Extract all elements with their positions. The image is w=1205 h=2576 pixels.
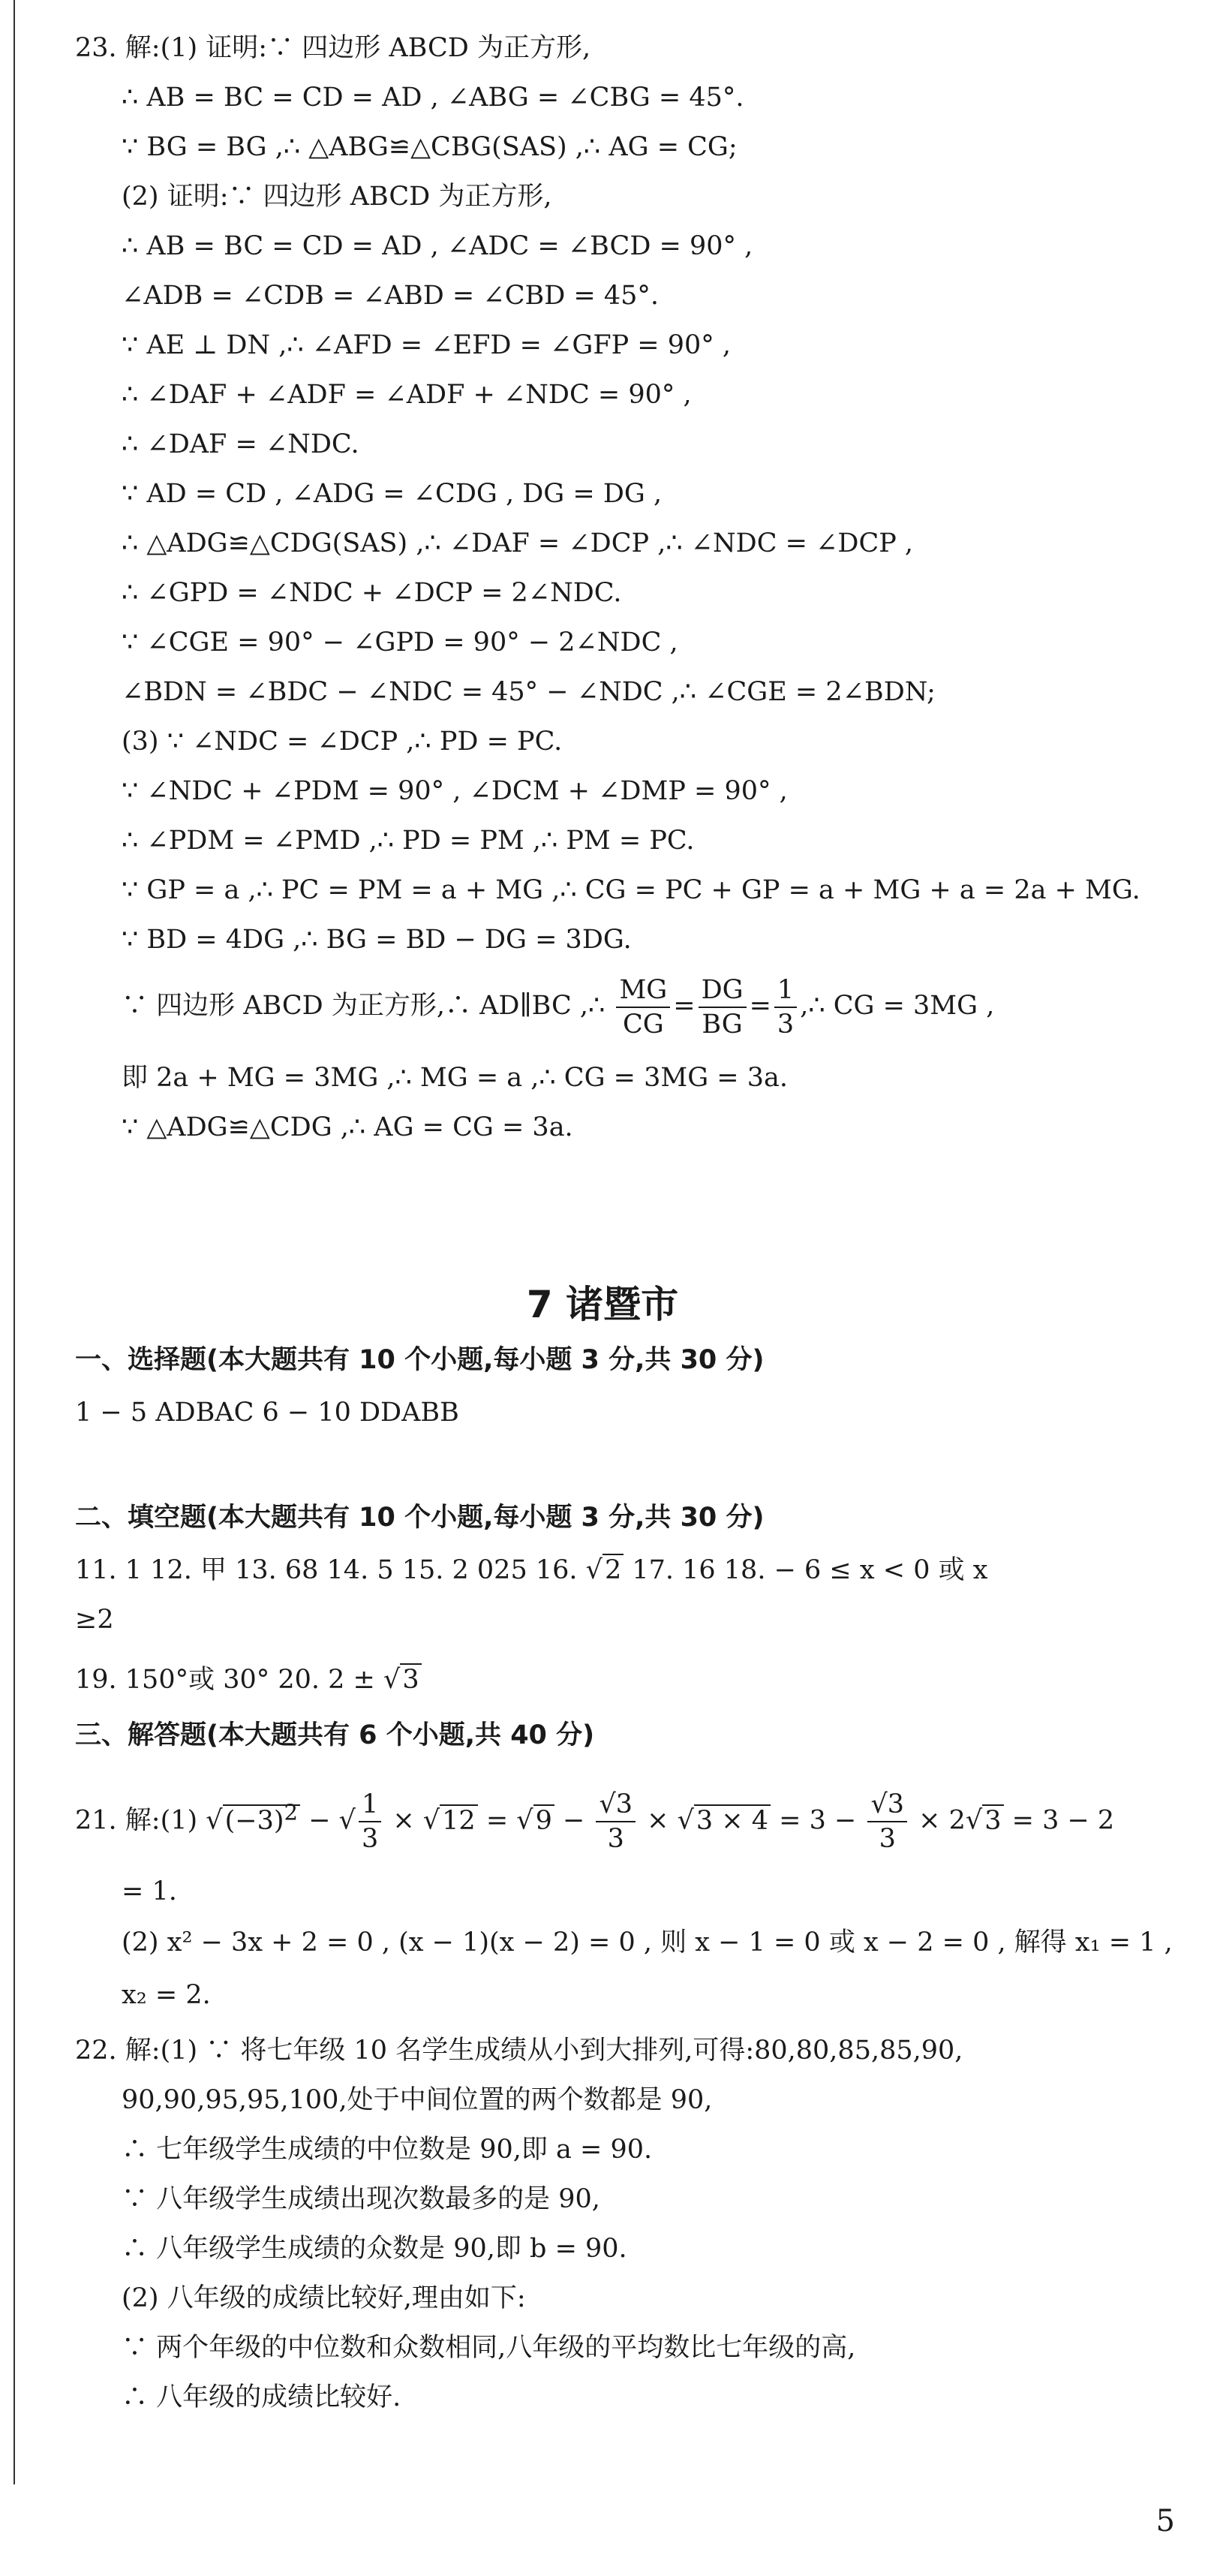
frac-line-prefix: ∵ 四边形 ABCD 为正方形,∴ AD∥BC ,∴ [122, 991, 606, 1021]
sqrt-radicand: 3 × 4 [694, 1804, 771, 1836]
part2-line1-a: 11. 1 12. 甲 13. 68 14. 5 15. 2 025 16. [75, 1555, 586, 1585]
denominator: BG [702, 1009, 743, 1040]
sqrt-radicand: 12 [440, 1804, 478, 1836]
op: = 3 − [771, 1805, 865, 1836]
q21-line-4: x₂ = 2. [122, 1980, 211, 2010]
sqrt-radicand: 3 [982, 1804, 1003, 1836]
sol23-end-line-0: 即 2a + MG = 3MG ,∴ MG = a ,∴ CG = 3MG = 3a. [122, 1063, 789, 1093]
q22-line-1: 90,90,95,95,100,处于中间位置的两个数都是 90, [122, 2085, 713, 2115]
q22-line-4: ∴ 八年级学生成绩的众数是 90,即 b = 90. [122, 2234, 627, 2264]
sol23-line-10: ∴ △ADG≌△CDG(SAS) ,∴ ∠DAF = ∠DCP ,∴ ∠NDC = ∠DCP , [122, 528, 914, 558]
denominator: 3 [361, 1824, 379, 1855]
sol23-line-6: ∵ AE ⊥ DN ,∴ ∠AFD = ∠EFD = ∠GFP = 90° , [122, 330, 732, 360]
fraction-root3-over-3 [596, 1788, 636, 1855]
numerator: √3 [867, 1788, 907, 1822]
op: = 3 − 2 [1003, 1805, 1115, 1836]
fraction-one-third [774, 974, 797, 1041]
part2-heading: 二、填空题(本大题共有 10 个小题,每小题 3 分,共 30 分) [75, 1503, 765, 1533]
fraction-one-third [359, 1788, 381, 1855]
fraction-mg-cg [616, 974, 670, 1041]
fraction-root3-over-3 [867, 1788, 907, 1855]
numerator: √3 [596, 1788, 636, 1822]
sol23-line-18: ∵ BD = 4DG ,∴ BG = BD − DG = 3DG. [122, 925, 632, 955]
part2-line-2: ≥2 [75, 1605, 114, 1635]
sol23-line-3: (2) 证明:∵ 四边形 ABCD 为正方形, [122, 182, 552, 212]
numerator: MG [616, 974, 670, 1008]
part1-answers: 1 − 5 ADBAC 6 − 10 DDABB [75, 1398, 459, 1428]
denominator: CG [622, 1009, 664, 1040]
fraction-dg-bg [699, 974, 747, 1041]
sol23-line-2: ∵ BG = BG ,∴ △ABG≌△CBG(SAS) ,∴ AG = CG; [122, 132, 738, 162]
part3-heading: 三、解答题(本大题共有 6 个小题,共 40 分) [75, 1720, 595, 1750]
op: × [639, 1805, 678, 1836]
sol23-line-7: ∴ ∠DAF + ∠ADF = ∠ADF + ∠NDC = 90° , [122, 380, 692, 410]
op: × 2 [910, 1805, 966, 1836]
part2-line-1: 11. 1 12. 甲 13. 68 14. 5 15. 2 025 16. √2 17. 16 18. − 6 ≤ x < 0 或 x [75, 1555, 988, 1585]
sqrt-radicand: 9 [533, 1804, 554, 1836]
q22-line-5: (2) 八年级的成绩比较好,理由如下: [122, 2283, 526, 2313]
frac-line-suffix: ,∴ CG = 3MG , [800, 991, 995, 1021]
q21-line-1: 21. 解:(1) $√(-3)^2$ − √ $\frac{1}{3}$ × √12 = √9 − $\frac{√3}{3}$ × √3 × 4 = 3 − $\frac{√3}{3}$ × 2√3 = 3 − 2 [75, 1789, 1115, 1855]
sol23-line-15: ∵ ∠NDC + ∠PDM = 90° , ∠DCM + ∠DMP = 90° , [122, 776, 788, 806]
q21-line-3: (2) x² − 3x + 2 = 0 , (x − 1)(x − 2) = 0 , 则 x − 1 = 0 或 x − 2 = 0 , 解得 x₁ = 1 , [122, 1927, 1173, 1958]
q21-prefix: 21. 解:(1) [75, 1805, 206, 1836]
radicand-text: (−3) [224, 1805, 284, 1836]
sol23-line-17: ∵ GP = a ,∴ PC = PM = a + MG ,∴ CG = PC + GP = a + MG + a = 2a + MG. [122, 875, 1140, 905]
sol23-line-11: ∴ ∠GPD = ∠NDC + ∠DCP = 2∠NDC. [122, 578, 622, 608]
section-title: 7 诸暨市 [526, 1283, 679, 1326]
op: × [384, 1805, 423, 1836]
sol23-line-8: ∴ ∠DAF = ∠NDC. [122, 429, 359, 459]
sol23-line-12: ∵ ∠CGE = 90° − ∠GPD = 90° − 2∠NDC , [122, 627, 678, 658]
sqrt-radicand: 3 [400, 1663, 421, 1695]
q22-line-0: 22. 解:(1) ∵ 将七年级 10 名学生成绩从小到大排列,可得:80,80,85,85,90, [75, 2036, 963, 2066]
sol23-end-line-1: ∵ △ADG≌△CDG ,∴ AG = CG = 3a. [122, 1112, 573, 1142]
part2-line3-a: 19. 150°或 30° 20. 2 ± [75, 1665, 384, 1695]
op: = [477, 1805, 517, 1836]
sol23-line-16: ∴ ∠PDM = ∠PMD ,∴ PD = PM ,∴ PM = PC. [122, 826, 695, 856]
exponent: 2 [284, 1799, 299, 1825]
numerator: 1 [774, 974, 797, 1008]
op: − [554, 1805, 593, 1836]
sol23-fraction-line: ∵ 四边形 ABCD 为正方形,∴ AD∥BC ,∴ $\frac{MG}{CG}$ = $\frac{DG}{BG}$ = $\frac{1}{3}$ ,∴ CG = 3MG , [122, 974, 995, 1040]
sol23-line-13: ∠BDN = ∠BDC − ∠NDC = 45° − ∠NDC ,∴ ∠CGE = 2∠BDN; [122, 677, 936, 707]
sol23-line-1: ∴ AB = BC = CD = AD , ∠ABG = ∠CBG = 45°. [122, 83, 744, 113]
sqrt-radicand [223, 1799, 300, 1836]
page-number: 5 [1155, 2504, 1175, 2538]
q22-line-7: ∴ 八年级的成绩比较好. [122, 2382, 401, 2412]
left-margin-rule [14, 0, 15, 2484]
sqrt-radicand: 2 [602, 1554, 624, 1585]
part2-line-3: 19. 150°或 30° 20. 2 ± √3 [75, 1663, 422, 1696]
op: − [300, 1805, 339, 1836]
denominator: 3 [777, 1009, 795, 1040]
q22-line-6: ∵ 两个年级的中位数和众数相同,八年级的平均数比七年级的高, [122, 2333, 856, 2363]
sol23-line-5: ∠ADB = ∠CDB = ∠ABD = ∠CBD = 45°. [122, 281, 660, 311]
sol23-line-14: (3) ∵ ∠NDC = ∠DCP ,∴ PD = PC. [122, 727, 563, 757]
q22-line-2: ∴ 七年级学生成绩的中位数是 90,即 a = 90. [122, 2135, 653, 2165]
denominator: 3 [607, 1824, 624, 1855]
part2-line1-b: 17. 16 18. − 6 ≤ x < 0 或 x [624, 1555, 988, 1585]
part1-heading: 一、选择题(本大题共有 10 个小题,每小题 3 分,共 30 分) [75, 1345, 765, 1375]
sol23-line-4: ∴ AB = BC = CD = AD , ∠ADC = ∠BCD = 90° , [122, 231, 753, 261]
numerator: DG [699, 974, 747, 1008]
sol23-line-0: 23. 解:(1) 证明:∵ 四边形 ABCD 为正方形, [75, 33, 591, 63]
numerator: 1 [359, 1788, 381, 1822]
q22-line-3: ∵ 八年级学生成绩出现次数最多的是 90, [122, 2184, 600, 2214]
sol23-line-9: ∵ AD = CD , ∠ADG = ∠CDG , DG = DG , [122, 479, 663, 509]
q21-line-2: = 1. [122, 1876, 177, 1906]
denominator: 3 [879, 1824, 896, 1855]
